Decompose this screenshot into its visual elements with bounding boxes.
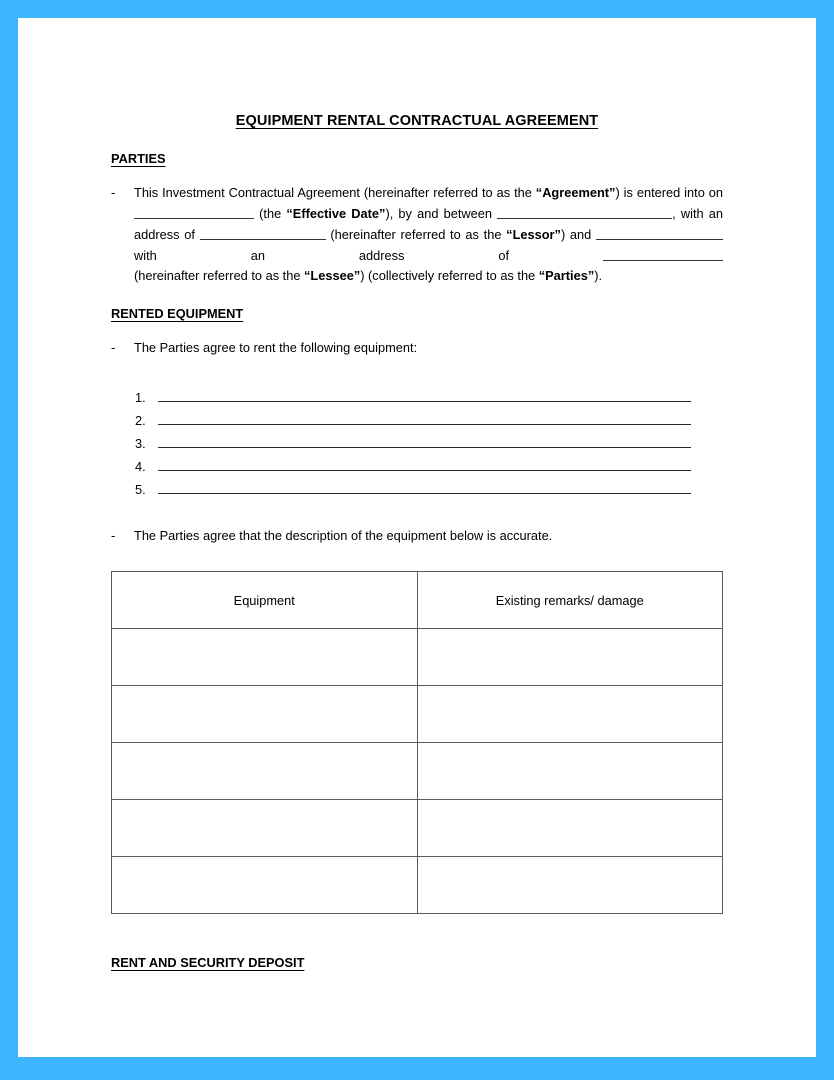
rent-equipment-bullet-text: The Parties agree to rent the following equipment: <box>134 339 418 355</box>
table-header-equipment: Equipment <box>112 572 418 629</box>
section-heading-rented-equipment: RENTED EQUIPMENT <box>111 305 244 321</box>
table-cell-remarks[interactable] <box>417 800 723 857</box>
equipment-table <box>111 571 723 914</box>
table-cell-remarks[interactable] <box>417 857 723 914</box>
list-item <box>135 406 723 429</box>
spacer <box>111 287 723 306</box>
parties-paragraph-line-1 <box>134 183 723 266</box>
equipment-blank-line-5[interactable] <box>158 492 691 494</box>
document-page <box>18 18 816 1057</box>
parties-lessee-lead: (hereinafter referred to as the <box>134 268 305 284</box>
term-lessor: “Lessor” <box>506 226 561 242</box>
parties-paragraph-row <box>111 183 723 287</box>
description-bullet-row <box>111 526 723 547</box>
list-item <box>135 475 723 498</box>
parties-with-address-2: with an address of <box>134 247 603 263</box>
bullet-marker: - <box>111 339 116 355</box>
blank-lessor-name[interactable] <box>497 206 672 219</box>
table-header-row <box>112 572 723 629</box>
equipment-blank-line-4[interactable] <box>158 469 691 471</box>
blank-effective-date[interactable] <box>134 206 254 219</box>
equipment-blank-list <box>135 383 723 498</box>
parties-after-effective-date: ), by and between <box>385 206 498 222</box>
equipment-blank-line-3[interactable] <box>158 446 691 448</box>
list-item-number: 1. <box>135 390 146 406</box>
term-effective-date: “Effective Date” <box>286 206 386 222</box>
parties-hereinafter-1: (hereinafter referred to as the <box>330 226 507 242</box>
document-content <box>111 113 723 971</box>
table-row <box>112 857 723 914</box>
table-cell-equipment[interactable] <box>112 857 418 914</box>
term-agreement: “Agreement” <box>535 185 616 201</box>
list-item <box>135 452 723 475</box>
bullet-marker: - <box>111 527 116 543</box>
section-heading-rent-and-security-deposit: RENT AND SECURITY DEPOSIT <box>111 955 305 971</box>
parties-end: ). <box>594 268 603 284</box>
blank-lessee-name[interactable] <box>596 227 723 240</box>
section-heading-parties: PARTIES <box>111 151 166 167</box>
parties-with-address-1: , with an address of <box>134 206 724 242</box>
table-cell-equipment[interactable] <box>112 800 418 857</box>
equipment-blank-line-1[interactable] <box>158 400 691 402</box>
list-item-number: 3. <box>135 436 146 452</box>
parties-after-agreement: ) is entered into on <box>615 185 723 201</box>
bullet-marker: - <box>111 185 116 201</box>
table-cell-equipment[interactable] <box>112 629 418 686</box>
table-cell-remarks[interactable] <box>417 629 723 686</box>
blank-lessee-address[interactable] <box>603 247 723 260</box>
parties-lead-text: This Investment Contractual Agreement (hereinafter referred to as the <box>134 185 536 201</box>
equipment-blank-line-2[interactable] <box>158 423 691 425</box>
list-item <box>135 383 723 406</box>
blank-lessor-address[interactable] <box>200 227 326 240</box>
list-item <box>135 429 723 452</box>
table-cell-equipment[interactable] <box>112 686 418 743</box>
table-row <box>112 743 723 800</box>
parties-paragraph-line-last <box>134 266 723 287</box>
parties-and-word: ) and <box>560 226 596 242</box>
table-cell-equipment[interactable] <box>112 743 418 800</box>
parties-paragraph <box>134 183 723 287</box>
table-cell-remarks[interactable] <box>417 686 723 743</box>
table-row <box>112 686 723 743</box>
rent-equipment-bullet-row <box>111 338 723 359</box>
table-cell-remarks[interactable] <box>417 743 723 800</box>
list-item-number: 5. <box>135 482 146 498</box>
term-parties: “Parties” <box>538 268 595 284</box>
term-lessee: “Lessee” <box>304 268 361 284</box>
table-row <box>112 800 723 857</box>
parties-collectively: ) (collectively referred to as the <box>360 268 539 284</box>
table-row <box>112 629 723 686</box>
page-title: EQUIPMENT RENTAL CONTRACTUAL AGREEMENT <box>235 113 599 129</box>
table-header-remarks: Existing remarks/ damage <box>417 572 723 629</box>
parties-the-word: (the <box>259 206 287 222</box>
description-bullet-text: The Parties agree that the description of the equipment below is accurate. <box>134 527 553 543</box>
list-item-number: 2. <box>135 413 146 429</box>
list-item-number: 4. <box>135 459 146 475</box>
